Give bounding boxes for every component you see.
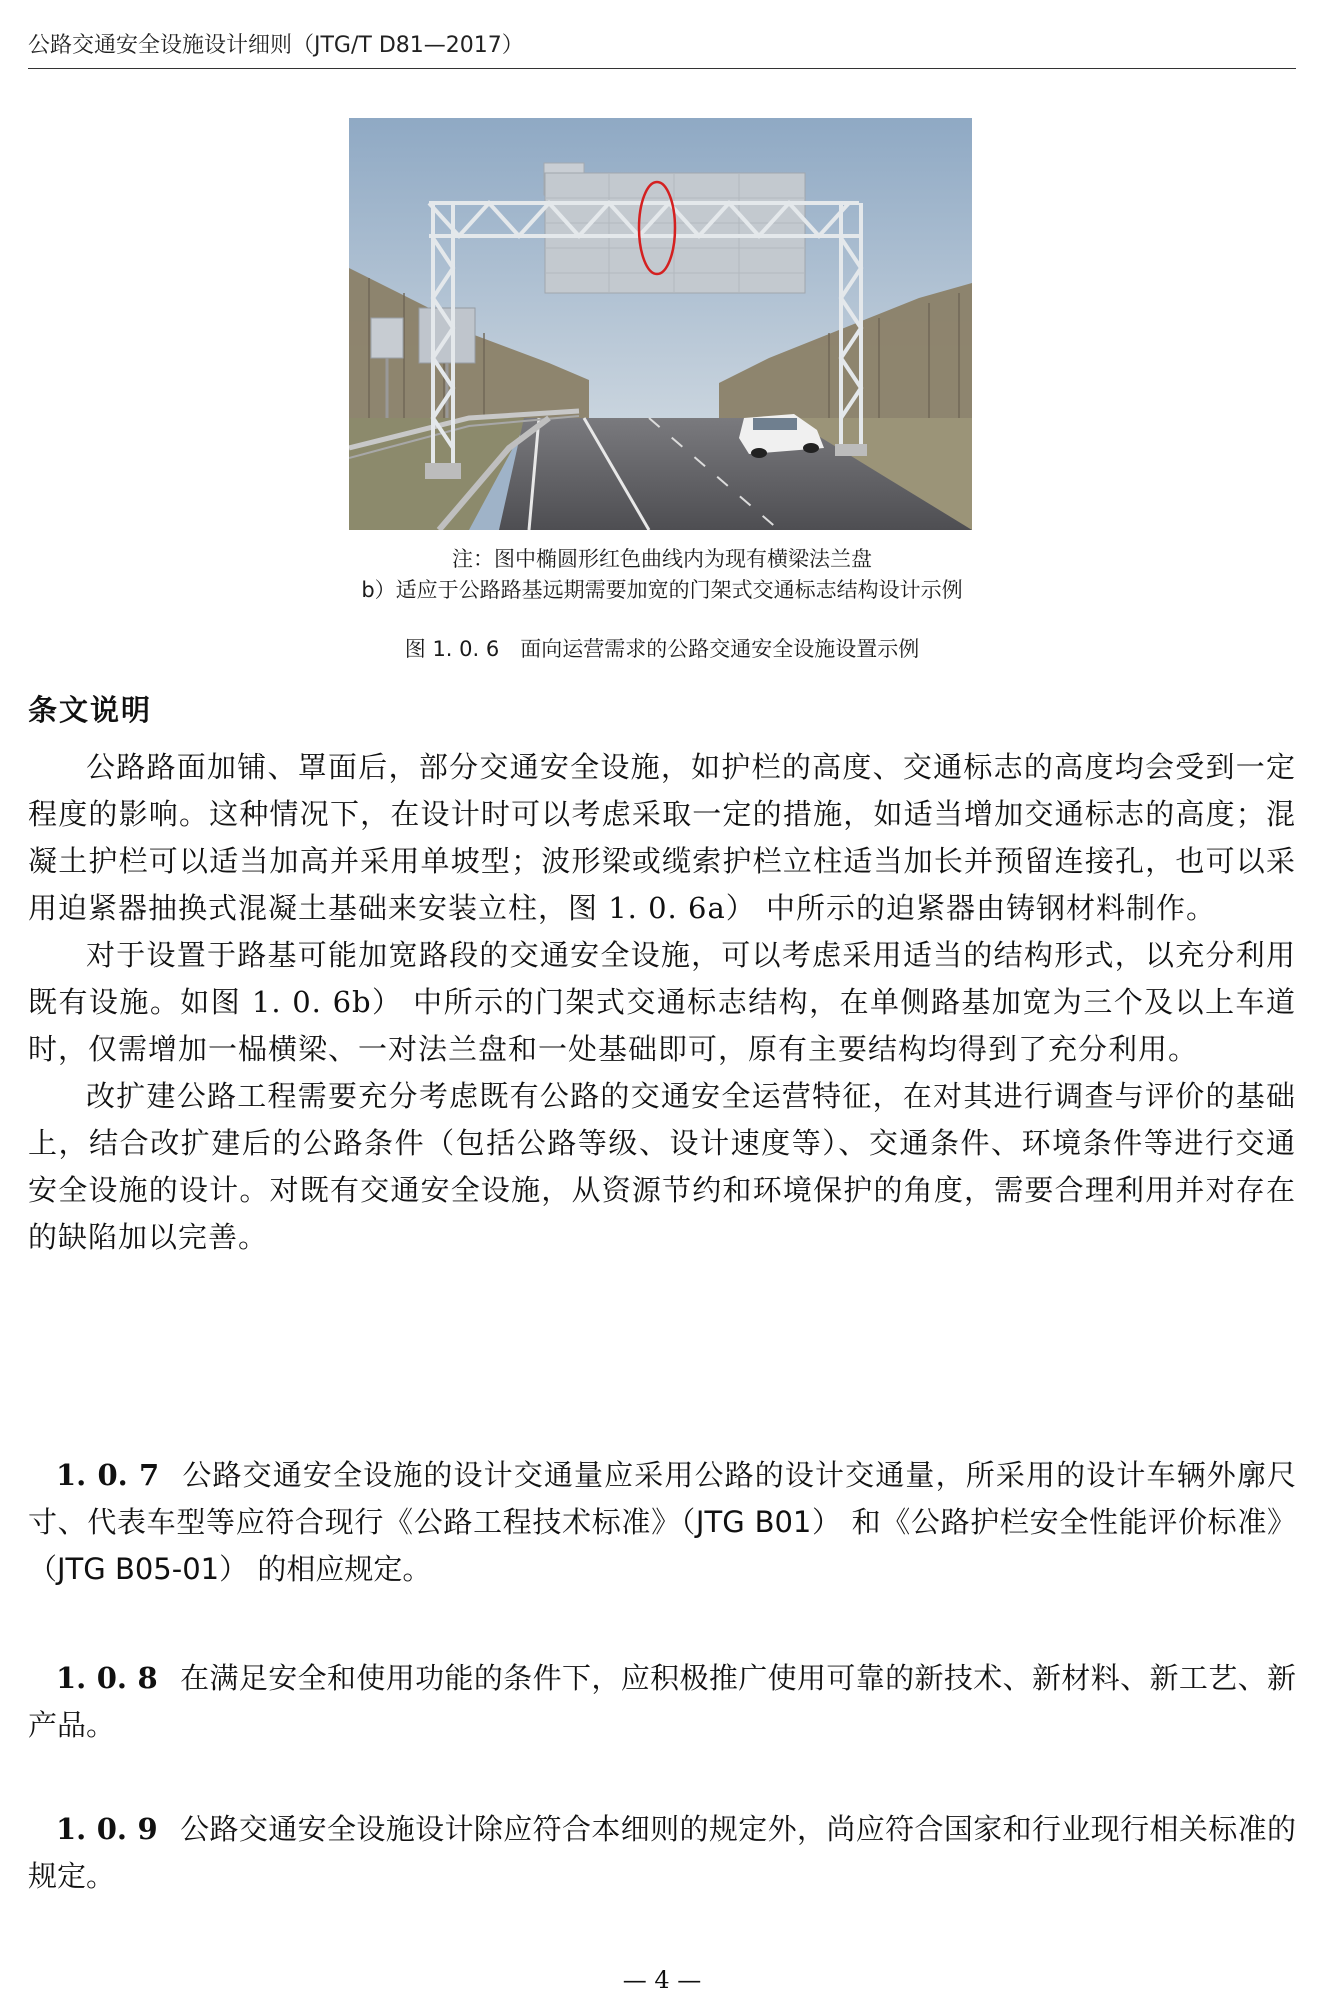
figure-caption: 图 1. 0. 6 面向运营需求的公路交通安全设施设置示例 [404, 637, 920, 661]
clause-text: 在满足安全和使用功能的条件下，应积极推广使用可靠的新技术、新材料、新工艺、新产品。 [28, 1661, 1296, 1742]
running-header: 公路交通安全设施设计细则（JTG/T D81—2017） [28, 33, 524, 58]
commentary-paragraph: 公路路面加铺、罩面后，部分交通安全设施，如护栏的高度、交通标志的高度均会受到一定程度的影响。这种情况下，在设计时可以考虑采取一定的措施，如适当增加交通标志的高度；混凝土护栏可以适当加高并采用单坡型；波形梁或缆索护栏立柱适当加长并预留连接孔，也可以采用迫紧器抽换式混凝土基础来安装立柱，图 1. 0. 6a） 中所示的迫紧器由铸钢材料制作。 [28, 750, 1296, 925]
figure-subcaption: b）适应于公路路基远期需要加宽的门架式交通标志结构设计示例 [361, 578, 963, 602]
page-number: — 4 — [622, 1966, 702, 1994]
clause-text: 公路交通安全设施设计除应符合本细则的规定外，尚应符合国家和行业现行相关标准的规定。 [28, 1812, 1296, 1893]
clause-number: 1. 0. 9 [56, 1812, 158, 1846]
clause-number: 1. 0. 8 [56, 1661, 158, 1695]
figure-note: 注：图中椭圆形红色曲线内为现有横梁法兰盘 [452, 547, 872, 571]
header-rule [28, 68, 1296, 69]
clause-1-0-8 [28, 1655, 1296, 1749]
clause-1-0-7 [28, 1452, 1296, 1593]
commentary-body [28, 744, 1296, 1261]
clause-text: 公路交通安全设施的设计交通量应采用公路的设计交通量，所采用的设计车辆外廓尺寸、代表车型等应符合现行《公路工程技术标准》（JTG B01） 和《公路护栏安全性能评价标准》（JTG B05-01） 的相应规定。 [28, 1458, 1296, 1586]
clause-1-0-9 [28, 1806, 1296, 1900]
commentary-paragraph: 对于设置于路基可能加宽路段的交通安全设施，可以考虑采用适当的结构形式，以充分利用既有设施。如图 1. 0. 6b） 中所示的门架式交通标志结构，在单侧路基加宽为三个及以上车道时，仅需增加一榀横梁、一对法兰盘和一处基础即可，原有主要结构均得到了充分利用。 [28, 938, 1296, 1066]
commentary-paragraph: 改扩建公路工程需要充分考虑既有公路的交通安全运营特征，在对其进行调查与评价的基础上，结合改扩建后的公路条件（包括公路等级、设计速度等）、交通条件、环境条件等进行交通安全设施的设计。对既有交通安全设施，从资源节约和环境保护的角度，需要合理利用并对存在的缺陷加以完善。 [28, 1079, 1296, 1254]
commentary-heading: 条文说明 [28, 693, 153, 727]
gantry-sign-photo [349, 118, 972, 530]
clause-number: 1. 0. 7 [56, 1458, 160, 1492]
